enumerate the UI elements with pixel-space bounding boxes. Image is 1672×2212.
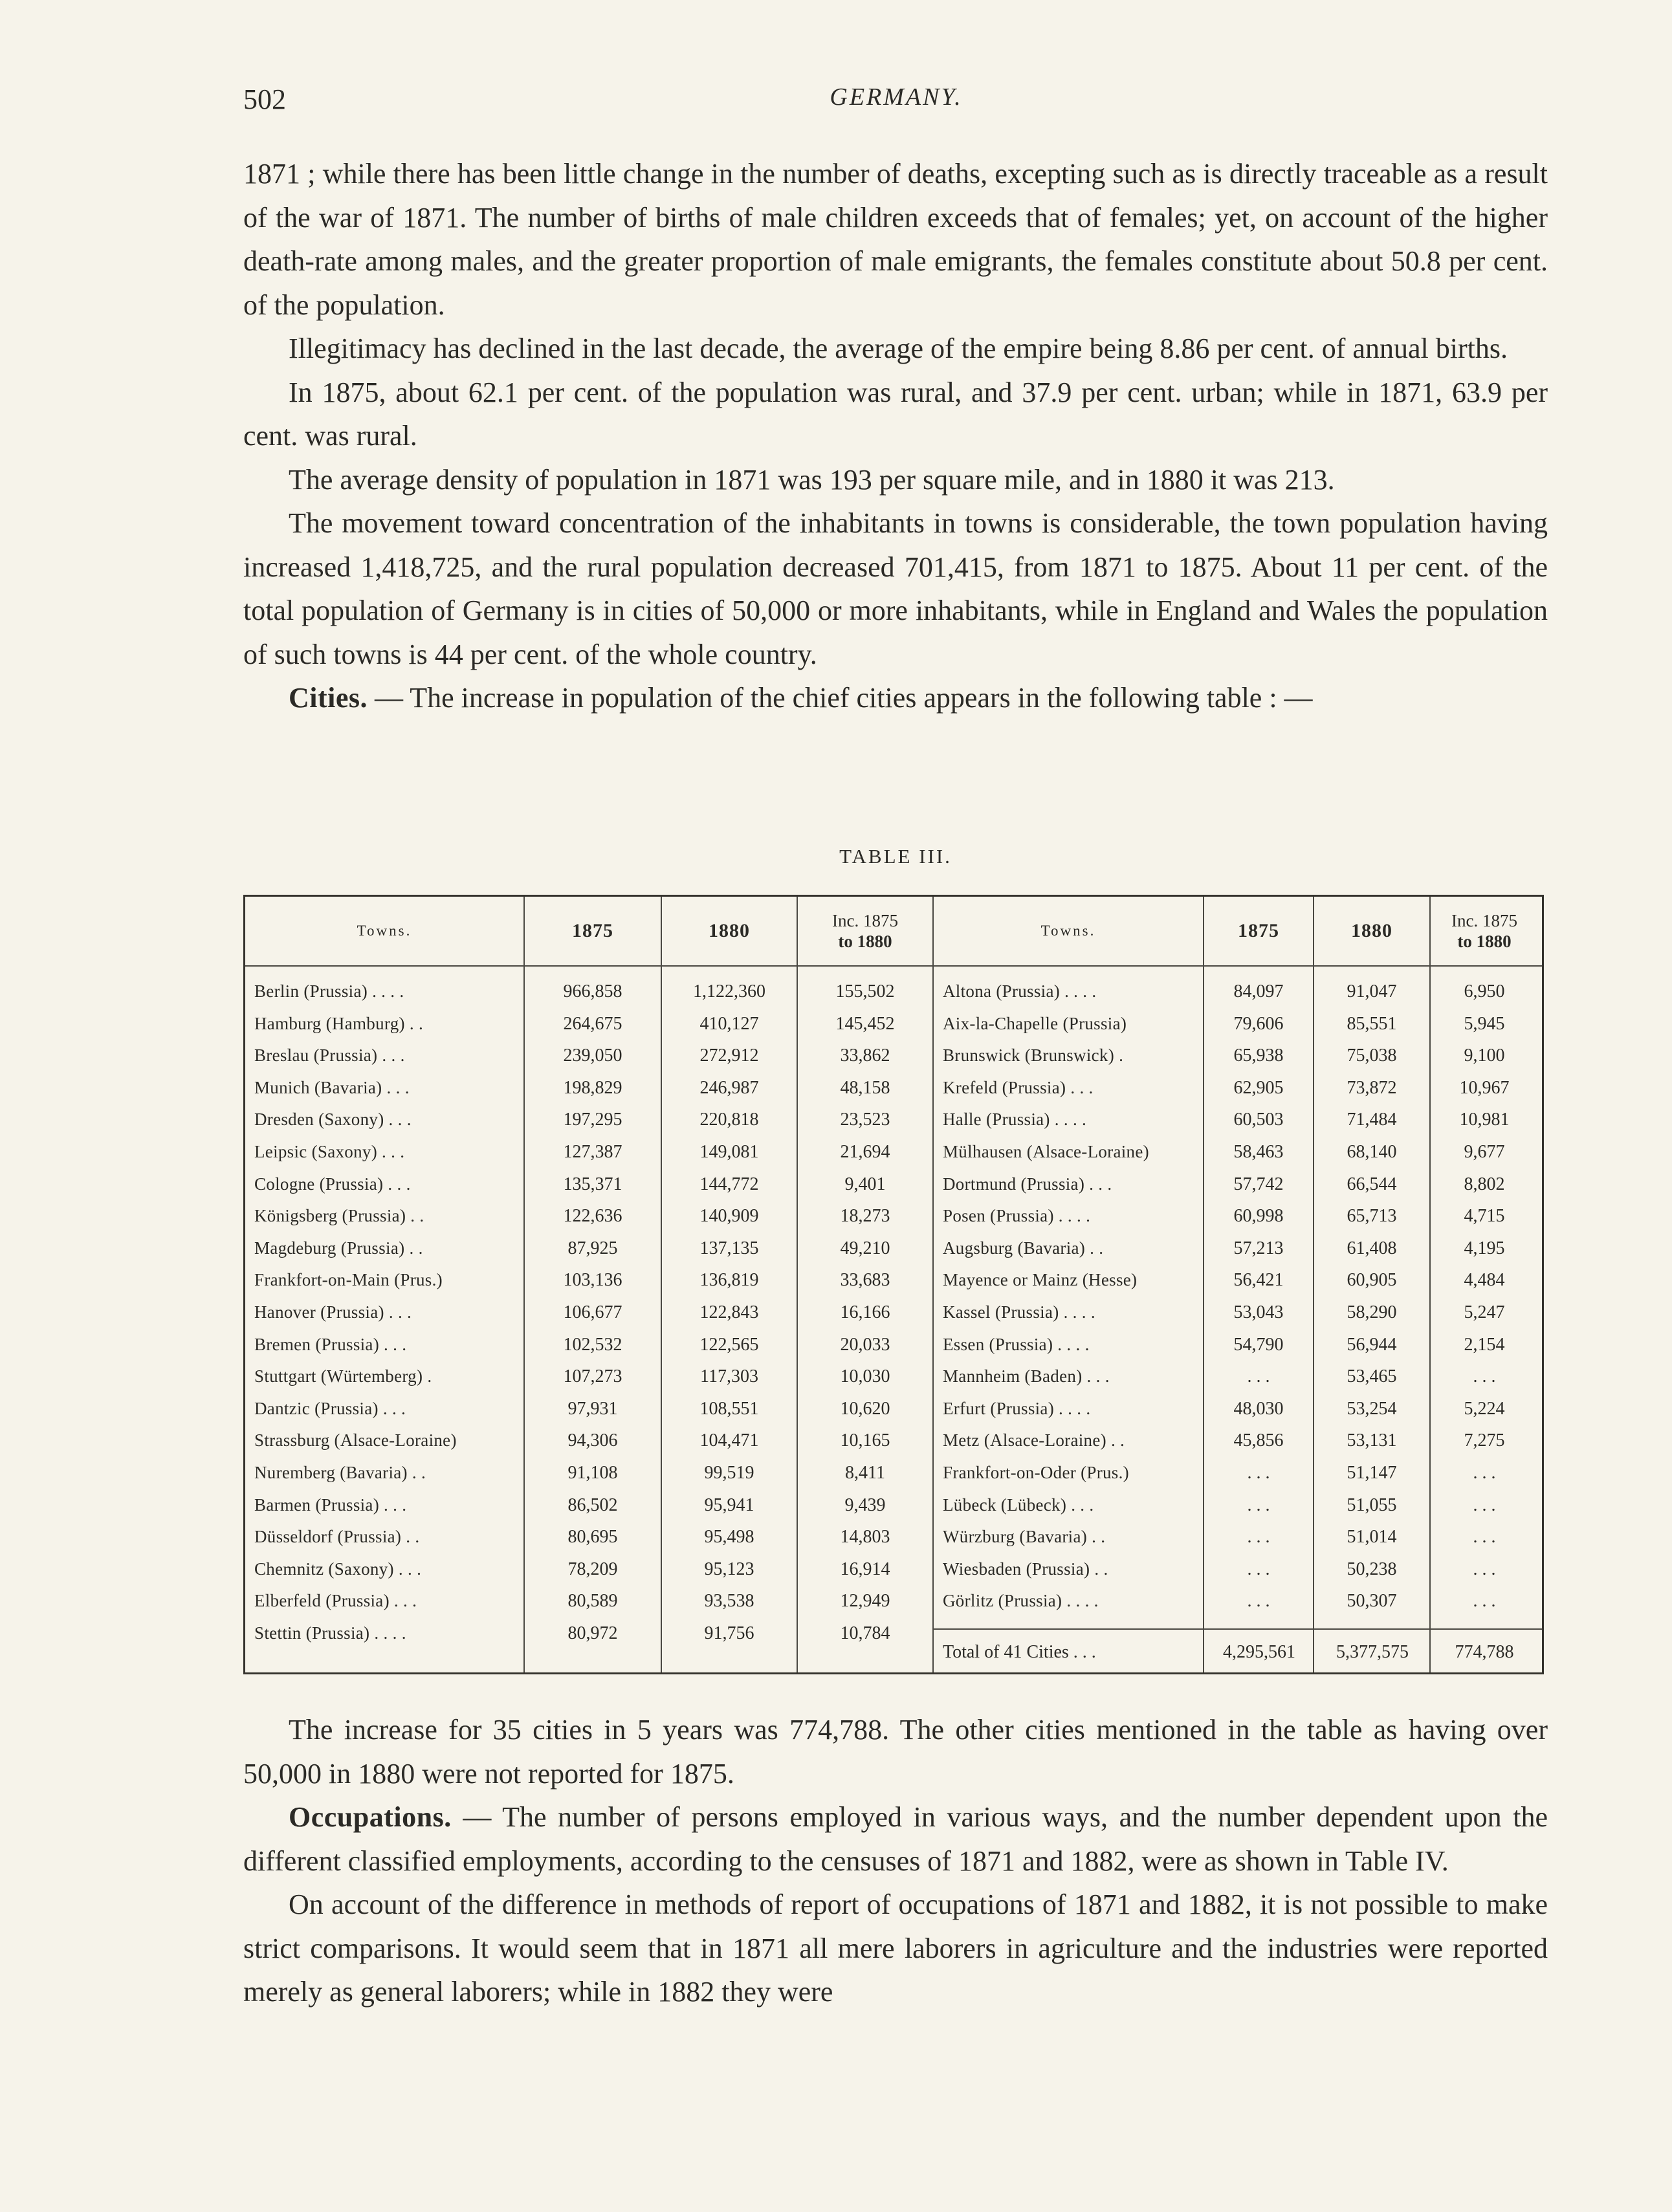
increase-cell: 21,694 — [840, 1141, 890, 1162]
pop-1880-cell: 95,123 — [704, 1559, 754, 1579]
table-left-half — [245, 897, 934, 1672]
town-name-cell: Krefeld (Prussia) . . . — [943, 1077, 1094, 1097]
town-name-cell: Frankfort-on-Oder (Prus.) — [943, 1462, 1129, 1482]
increase-cell: 33,862 — [840, 1046, 890, 1066]
pop-1880-cell: 58,290 — [1347, 1302, 1397, 1322]
town-name-cell: Hamburg (Hamburg) . . — [254, 1013, 424, 1033]
increase-cell: 9,401 — [844, 1174, 886, 1194]
pop-1875-cell: 60,503 — [1233, 1110, 1284, 1130]
pop-1880-cell: 108,551 — [699, 1398, 759, 1419]
pop-1880-cell: 149,081 — [699, 1141, 759, 1162]
col-1875 — [525, 897, 662, 1672]
total-row — [934, 1634, 1542, 1670]
pop-1875-cell: 54,790 — [1233, 1334, 1284, 1355]
pop-1875-cell: 135,371 — [563, 1174, 622, 1194]
pop-1880-cell: 85,551 — [1347, 1013, 1397, 1034]
increase-cell: . . . — [1473, 1495, 1496, 1515]
increase-cell: 10,784 — [840, 1623, 890, 1643]
town-name-cell: Wiesbaden (Prussia) . . — [943, 1559, 1108, 1579]
pop-1875-cell: 57,213 — [1233, 1238, 1284, 1258]
town-name-cell: Aix-la-Chapelle (Prussia) — [943, 1013, 1127, 1033]
header-increase — [1431, 897, 1538, 965]
increase-cell: 12,949 — [840, 1591, 890, 1612]
pop-1875-cell: 57,742 — [1233, 1174, 1284, 1194]
pop-1880-cell: 1,122,360 — [693, 981, 765, 1002]
increase-cell: 4,715 — [1464, 1206, 1505, 1227]
table-caption: TABLE III. — [839, 845, 952, 868]
pop-1875-cell: 107,273 — [563, 1366, 622, 1387]
increase-cell: 7,275 — [1464, 1430, 1505, 1451]
increase-cell: 9,677 — [1464, 1141, 1505, 1162]
pop-1875-cell: 127,387 — [563, 1141, 622, 1162]
town-name-cell: Kassel (Prussia) . . . . — [943, 1302, 1095, 1322]
pop-1880-cell: 50,238 — [1347, 1559, 1397, 1579]
pop-1880-cell: 93,538 — [704, 1591, 754, 1612]
town-name-cell: Nuremberg (Bavaria) . . — [254, 1462, 426, 1482]
town-name-cell: Dortmund (Prussia) . . . — [943, 1174, 1112, 1194]
pop-1875-cell: 62,905 — [1233, 1077, 1284, 1098]
pop-1875-cell: . . . — [1247, 1527, 1270, 1548]
increase-cell: 8,411 — [845, 1462, 885, 1483]
town-name-cell: Dresden (Saxony) . . . — [254, 1110, 412, 1130]
increase-cell: 2,154 — [1464, 1334, 1505, 1355]
paragraph: The increase for 35 cities in 5 years was 774,788. The other cities mentioned in the table as having over 50,000 in 1880 were not reported for 1875. — [243, 1714, 1548, 1790]
pop-1880-cell: 61,408 — [1347, 1238, 1397, 1258]
pop-1880-cell: 51,055 — [1347, 1495, 1397, 1515]
pop-1875-cell: 60,998 — [1233, 1206, 1284, 1227]
pop-1875-cell: 84,097 — [1233, 981, 1284, 1002]
paragraph-cities — [243, 676, 1548, 720]
col-1880 — [1314, 897, 1431, 1672]
pop-1875-cell: 87,925 — [567, 1238, 618, 1258]
increase-cell: 145,452 — [835, 1013, 895, 1034]
increase-cell: 155,502 — [835, 981, 895, 1002]
town-name-cell: Bremen (Prussia) . . . — [254, 1334, 407, 1354]
pop-1880-cell: 144,772 — [699, 1174, 759, 1194]
increase-cell: 8,802 — [1464, 1174, 1505, 1194]
increase-cell: 10,967 — [1459, 1077, 1510, 1098]
page-number: 502 — [243, 83, 286, 115]
pop-1875-cell: . . . — [1247, 1495, 1270, 1515]
header-1875: 1875 — [1238, 920, 1279, 941]
pop-1875-cell: 80,589 — [567, 1591, 618, 1612]
header-increase-line2: to 1880 — [838, 932, 892, 951]
town-name-cell: Stettin (Prussia) . . . . — [254, 1623, 406, 1643]
town-name-cell: Frankfort-on-Main (Prus.) — [254, 1270, 443, 1290]
town-name-cell: Mannheim (Baden) . . . — [943, 1366, 1110, 1386]
pop-1880-cell: 95,941 — [704, 1495, 754, 1515]
pop-1875-cell: . . . — [1247, 1462, 1270, 1483]
pop-1880-cell: 65,713 — [1347, 1206, 1397, 1227]
col-increase — [798, 897, 934, 1672]
pop-1880-cell: 53,465 — [1347, 1366, 1397, 1387]
increase-cell: 33,683 — [840, 1270, 890, 1291]
closing-text — [243, 1708, 1548, 2014]
pop-1880-cell: 91,047 — [1347, 981, 1397, 1002]
town-name-cell: Magdeburg (Prussia) . . — [254, 1238, 423, 1258]
pop-1875-cell: 106,677 — [563, 1302, 622, 1322]
col-increase — [1431, 897, 1538, 1672]
table-right-half — [934, 897, 1542, 1672]
increase-cell: 10,030 — [840, 1366, 890, 1387]
pop-1875-cell: 122,636 — [563, 1206, 622, 1227]
intro-text — [243, 152, 1548, 720]
town-name-cell: Berlin (Prussia) . . . . — [254, 981, 404, 1001]
town-name-cell: Lübeck (Lübeck) . . . — [943, 1495, 1094, 1515]
pop-1880-cell: 246,987 — [699, 1077, 759, 1098]
increase-cell: 10,165 — [840, 1430, 890, 1451]
town-name-cell: Würzburg (Bavaria) . . — [943, 1527, 1106, 1547]
pop-1875-cell: . . . — [1247, 1591, 1270, 1612]
run-in-heading: Cities. — [289, 682, 368, 714]
pop-1875-cell: 58,463 — [1233, 1141, 1284, 1162]
increase-cell: 10,620 — [840, 1398, 890, 1419]
increase-cell: 4,484 — [1464, 1270, 1505, 1291]
pop-1880-cell: 140,909 — [699, 1206, 759, 1227]
increase-cell: . . . — [1473, 1366, 1496, 1387]
pop-1875-cell: 966,858 — [563, 981, 622, 1002]
paragraph: 1871 ; while there has been little change in the number of deaths, excepting such as is directly traceable as a result of the war of 1871. The number of births of male children exceeds that of females; yet, on account of the higher death-rate among males, and the greater proportion of male emigrants, the females constitute about 50.8 per cent. of the population. — [243, 158, 1548, 321]
total-increase: 774,788 — [1455, 1642, 1514, 1662]
pop-1880-cell: 122,565 — [699, 1334, 759, 1355]
increase-cell: 10,981 — [1459, 1110, 1510, 1130]
run-in-heading: Occupations. — [289, 1801, 452, 1833]
town-name-cell: Posen (Prussia) . . . . — [943, 1206, 1091, 1226]
pop-1875-cell: 78,209 — [567, 1559, 618, 1579]
increase-cell: 48,158 — [840, 1077, 890, 1098]
pop-1875-cell: 94,306 — [567, 1430, 618, 1451]
town-name-cell: Königsberg (Prussia) . . — [254, 1206, 424, 1226]
town-name-cell: Cologne (Prussia) . . . — [254, 1174, 411, 1194]
increase-cell: 16,166 — [840, 1302, 890, 1322]
pop-1875-cell: 197,295 — [563, 1110, 622, 1130]
pop-1875-cell: 53,043 — [1233, 1302, 1284, 1322]
pop-1880-cell: 68,140 — [1347, 1141, 1397, 1162]
header-increase-line1: Inc. 1875 — [832, 911, 898, 930]
header-increase-line1: Inc. 1875 — [1451, 911, 1517, 930]
increase-cell: 16,914 — [840, 1559, 890, 1579]
town-name-cell: Metz (Alsace-Loraine) . . — [943, 1430, 1125, 1451]
town-name-cell: Breslau (Prussia) . . . — [254, 1046, 405, 1066]
increase-cell: 4,195 — [1464, 1238, 1505, 1258]
pop-1880-cell: 73,872 — [1347, 1077, 1397, 1098]
increase-cell: 20,033 — [840, 1334, 890, 1355]
pop-1875-cell: . . . — [1247, 1559, 1270, 1579]
pop-1875-cell: 264,675 — [563, 1013, 622, 1034]
town-name-cell: Strassburg (Alsace-Loraine) — [254, 1430, 457, 1451]
running-head — [243, 83, 1549, 122]
pop-1875-cell: 198,829 — [563, 1077, 622, 1098]
pop-1880-cell: 50,307 — [1347, 1591, 1397, 1612]
town-name-cell: Leipsic (Saxony) . . . — [254, 1141, 405, 1161]
town-name-cell: Barmen (Prussia) . . . — [254, 1495, 407, 1515]
paragraph-text: — The increase in population of the chief cities appears in the following table : — — [368, 682, 1313, 714]
increase-cell: 9,439 — [844, 1495, 886, 1515]
total-label: Total of 41 Cities . . . — [943, 1642, 1096, 1662]
pop-1875-cell: 45,856 — [1233, 1430, 1284, 1451]
header-1880: 1880 — [709, 920, 750, 941]
header-towns: Towns. — [357, 923, 412, 939]
town-name-cell: Mayence or Mainz (Hesse) — [943, 1270, 1138, 1290]
pop-1875-cell: 103,136 — [563, 1270, 622, 1291]
paragraph: Illegitimacy has declined in the last decade, the average of the empire being 8.86 per cent. of annual births. — [289, 333, 1508, 364]
town-name-cell: Dantzic (Prussia) . . . — [254, 1398, 406, 1418]
increase-cell: . . . — [1473, 1559, 1496, 1579]
pop-1880-cell: 122,843 — [699, 1302, 759, 1322]
pop-1880-cell: 53,131 — [1347, 1430, 1397, 1451]
pop-1880-cell: 75,038 — [1347, 1046, 1397, 1066]
pop-1875-cell: 239,050 — [563, 1046, 622, 1066]
header-1875: 1875 — [572, 920, 613, 941]
pop-1875-cell: 80,972 — [567, 1623, 618, 1643]
town-name-cell: Chemnitz (Saxony) . . . — [254, 1559, 422, 1579]
header-increase — [798, 897, 932, 965]
town-name-cell: Mülhausen (Alsace-Loraine) — [943, 1141, 1149, 1161]
total-1875: 4,295,561 — [1223, 1642, 1295, 1662]
pop-1880-cell: 91,756 — [704, 1623, 754, 1643]
pop-1875-cell: 79,606 — [1233, 1013, 1284, 1034]
increase-cell: 5,224 — [1464, 1398, 1505, 1419]
pop-1880-cell: 53,254 — [1347, 1398, 1397, 1419]
header-1880: 1880 — [1351, 920, 1392, 941]
increase-cell: 6,950 — [1464, 981, 1505, 1002]
increase-cell: . . . — [1473, 1462, 1496, 1483]
town-name-cell: Hanover (Prussia) . . . — [254, 1302, 412, 1322]
pop-1880-cell: 56,944 — [1347, 1334, 1397, 1355]
increase-cell: . . . — [1473, 1591, 1496, 1612]
header-increase-line2: to 1880 — [1457, 932, 1512, 951]
paragraph-occupations — [243, 1795, 1548, 1883]
pop-1880-cell: 220,818 — [699, 1110, 759, 1130]
pop-1875-cell: . . . — [1247, 1366, 1270, 1387]
town-name-cell: Essen (Prussia) . . . . — [943, 1334, 1090, 1354]
pop-1875-cell: 97,931 — [567, 1398, 618, 1419]
pop-1875-cell: 56,421 — [1233, 1270, 1284, 1291]
increase-cell: 9,100 — [1464, 1046, 1505, 1066]
increase-cell: 5,945 — [1464, 1013, 1505, 1034]
increase-cell: 14,803 — [840, 1527, 890, 1548]
town-name-cell: Elberfeld (Prussia) . . . — [254, 1591, 417, 1611]
population-table — [243, 895, 1544, 1674]
town-name-cell: Augsburg (Bavaria) . . — [943, 1238, 1104, 1258]
pop-1875-cell: 80,695 — [567, 1527, 618, 1548]
pop-1880-cell: 51,147 — [1347, 1462, 1397, 1483]
town-name-cell: Altona (Prussia) . . . . — [943, 981, 1097, 1001]
town-name-cell: Görlitz (Prussia) . . . . — [943, 1591, 1099, 1611]
pop-1880-cell: 66,544 — [1347, 1174, 1397, 1194]
pop-1880-cell: 272,912 — [699, 1046, 759, 1066]
pop-1880-cell: 104,471 — [699, 1430, 759, 1451]
pop-1880-cell: 117,303 — [700, 1366, 758, 1387]
running-title: GERMANY. — [830, 83, 963, 111]
pop-1875-cell: 91,108 — [567, 1462, 618, 1483]
total-1880: 5,377,575 — [1336, 1642, 1409, 1662]
town-name-cell: Stuttgart (Würtemberg) . — [254, 1366, 432, 1386]
pop-1875-cell: 48,030 — [1233, 1398, 1284, 1419]
paragraph: The average density of population in 1871 was 193 per square mile, and in 1880 it was 213. — [289, 463, 1335, 496]
pop-1880-cell: 136,819 — [699, 1270, 759, 1291]
town-name-cell: Munich (Bavaria) . . . — [254, 1077, 410, 1097]
increase-cell: 49,210 — [840, 1238, 890, 1258]
pop-1880-cell: 410,127 — [699, 1013, 759, 1034]
col-1875 — [1204, 897, 1314, 1672]
paragraph-text: — The number of persons employed in various ways, and the number dependent upon the different classified employments, according to the censuses of 1871 and 1882, were as shown in Table IV. — [243, 1801, 1548, 1877]
pop-1875-cell: 86,502 — [567, 1495, 618, 1515]
col-towns — [934, 897, 1204, 1672]
pop-1875-cell: 65,938 — [1233, 1046, 1284, 1066]
col-1880 — [662, 897, 798, 1672]
town-name-cell: Düsseldorf (Prussia) . . — [254, 1527, 420, 1547]
paragraph: On account of the difference in methods of report of occupations of 1871 and 1882, it is not possible to make strict comparisons. It would seem that in 1871 all mere laborers in agriculture and the industries were reported merely as general laborers; while in 1882 they were — [243, 1889, 1548, 2008]
header-towns: Towns. — [1040, 923, 1096, 939]
pop-1880-cell: 71,484 — [1347, 1110, 1397, 1130]
pop-1880-cell: 60,905 — [1347, 1270, 1397, 1291]
increase-cell: 18,273 — [840, 1206, 890, 1227]
town-name-cell: Erfurt (Prussia) . . . . — [943, 1398, 1091, 1418]
pop-1880-cell: 137,135 — [699, 1238, 759, 1258]
paragraph: The movement toward concentration of the inhabitants in towns is considerable, the town population having increased 1,418,725, and the rural population decreased 701,415, from 1871 to 1875. About 11 per cent. of the total population of Germany is in cities of 50,000 or more inhabitants, while in England and Wales the population of such towns is 44 per cent. of the whole country. — [243, 507, 1548, 670]
pop-1875-cell: 102,532 — [563, 1334, 622, 1355]
increase-cell: 23,523 — [840, 1110, 890, 1130]
increase-cell: . . . — [1473, 1527, 1496, 1548]
pop-1880-cell: 99,519 — [704, 1462, 754, 1483]
pop-1880-cell: 51,014 — [1347, 1527, 1397, 1548]
town-name-cell: Brunswick (Brunswick) . — [943, 1046, 1124, 1066]
town-name-cell: Halle (Prussia) . . . . — [943, 1110, 1087, 1130]
col-towns — [245, 897, 525, 1672]
pop-1880-cell: 95,498 — [704, 1527, 754, 1548]
paragraph: In 1875, about 62.1 per cent. of the population was rural, and 37.9 per cent. urban; while in 1871, 63.9 per cent. was rural. — [243, 376, 1548, 452]
increase-cell: 5,247 — [1464, 1302, 1505, 1322]
